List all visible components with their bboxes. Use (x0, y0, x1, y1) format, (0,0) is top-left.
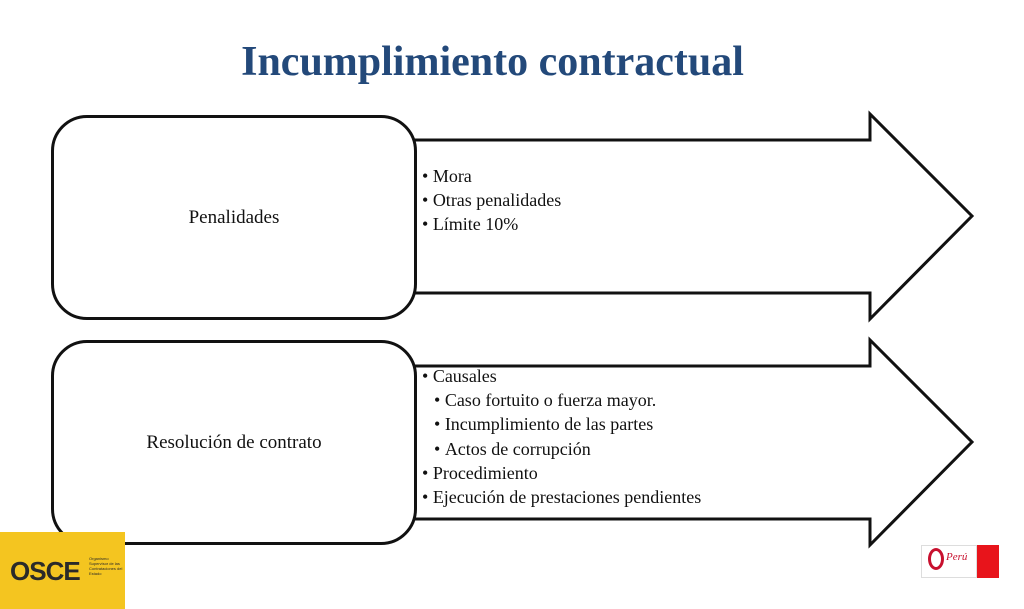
bullet-list-resolucion (422, 364, 701, 509)
peru-flag-block (977, 545, 999, 578)
box-label: Resolución de contrato (146, 431, 322, 453)
peru-logo-mark: Perú (946, 551, 968, 563)
bullet-item: • Otras penalidades (422, 188, 561, 212)
bullet-item: • Mora (422, 164, 561, 188)
osce-logo-mark: OSCE (10, 556, 80, 586)
peru-swirl-icon (928, 548, 944, 570)
bullet-item: • Procedimiento (422, 461, 701, 485)
bullet-item: • Límite 10% (422, 212, 561, 236)
sub-bullet-item: • Incumplimiento de las partes (422, 412, 701, 436)
bullet-item: • Causales (422, 364, 701, 388)
sub-bullet-item: • Caso fortuito o fuerza mayor. (422, 388, 701, 412)
slide-title: Incumplimiento contractual (241, 39, 744, 85)
osce-logo (0, 532, 125, 609)
box-label: Penalidades (188, 206, 280, 228)
osce-logo-subtitle: Organismo Supervisor de las Contrataciones del Estado (89, 556, 123, 576)
bullet-list-penalidades (422, 164, 561, 237)
sub-bullet-item: • Actos de corrupción (422, 437, 701, 461)
box-penalidades (51, 115, 417, 320)
bullet-item: • Ejecución de prestaciones pendientes (422, 485, 701, 509)
box-resolucion (51, 340, 417, 545)
